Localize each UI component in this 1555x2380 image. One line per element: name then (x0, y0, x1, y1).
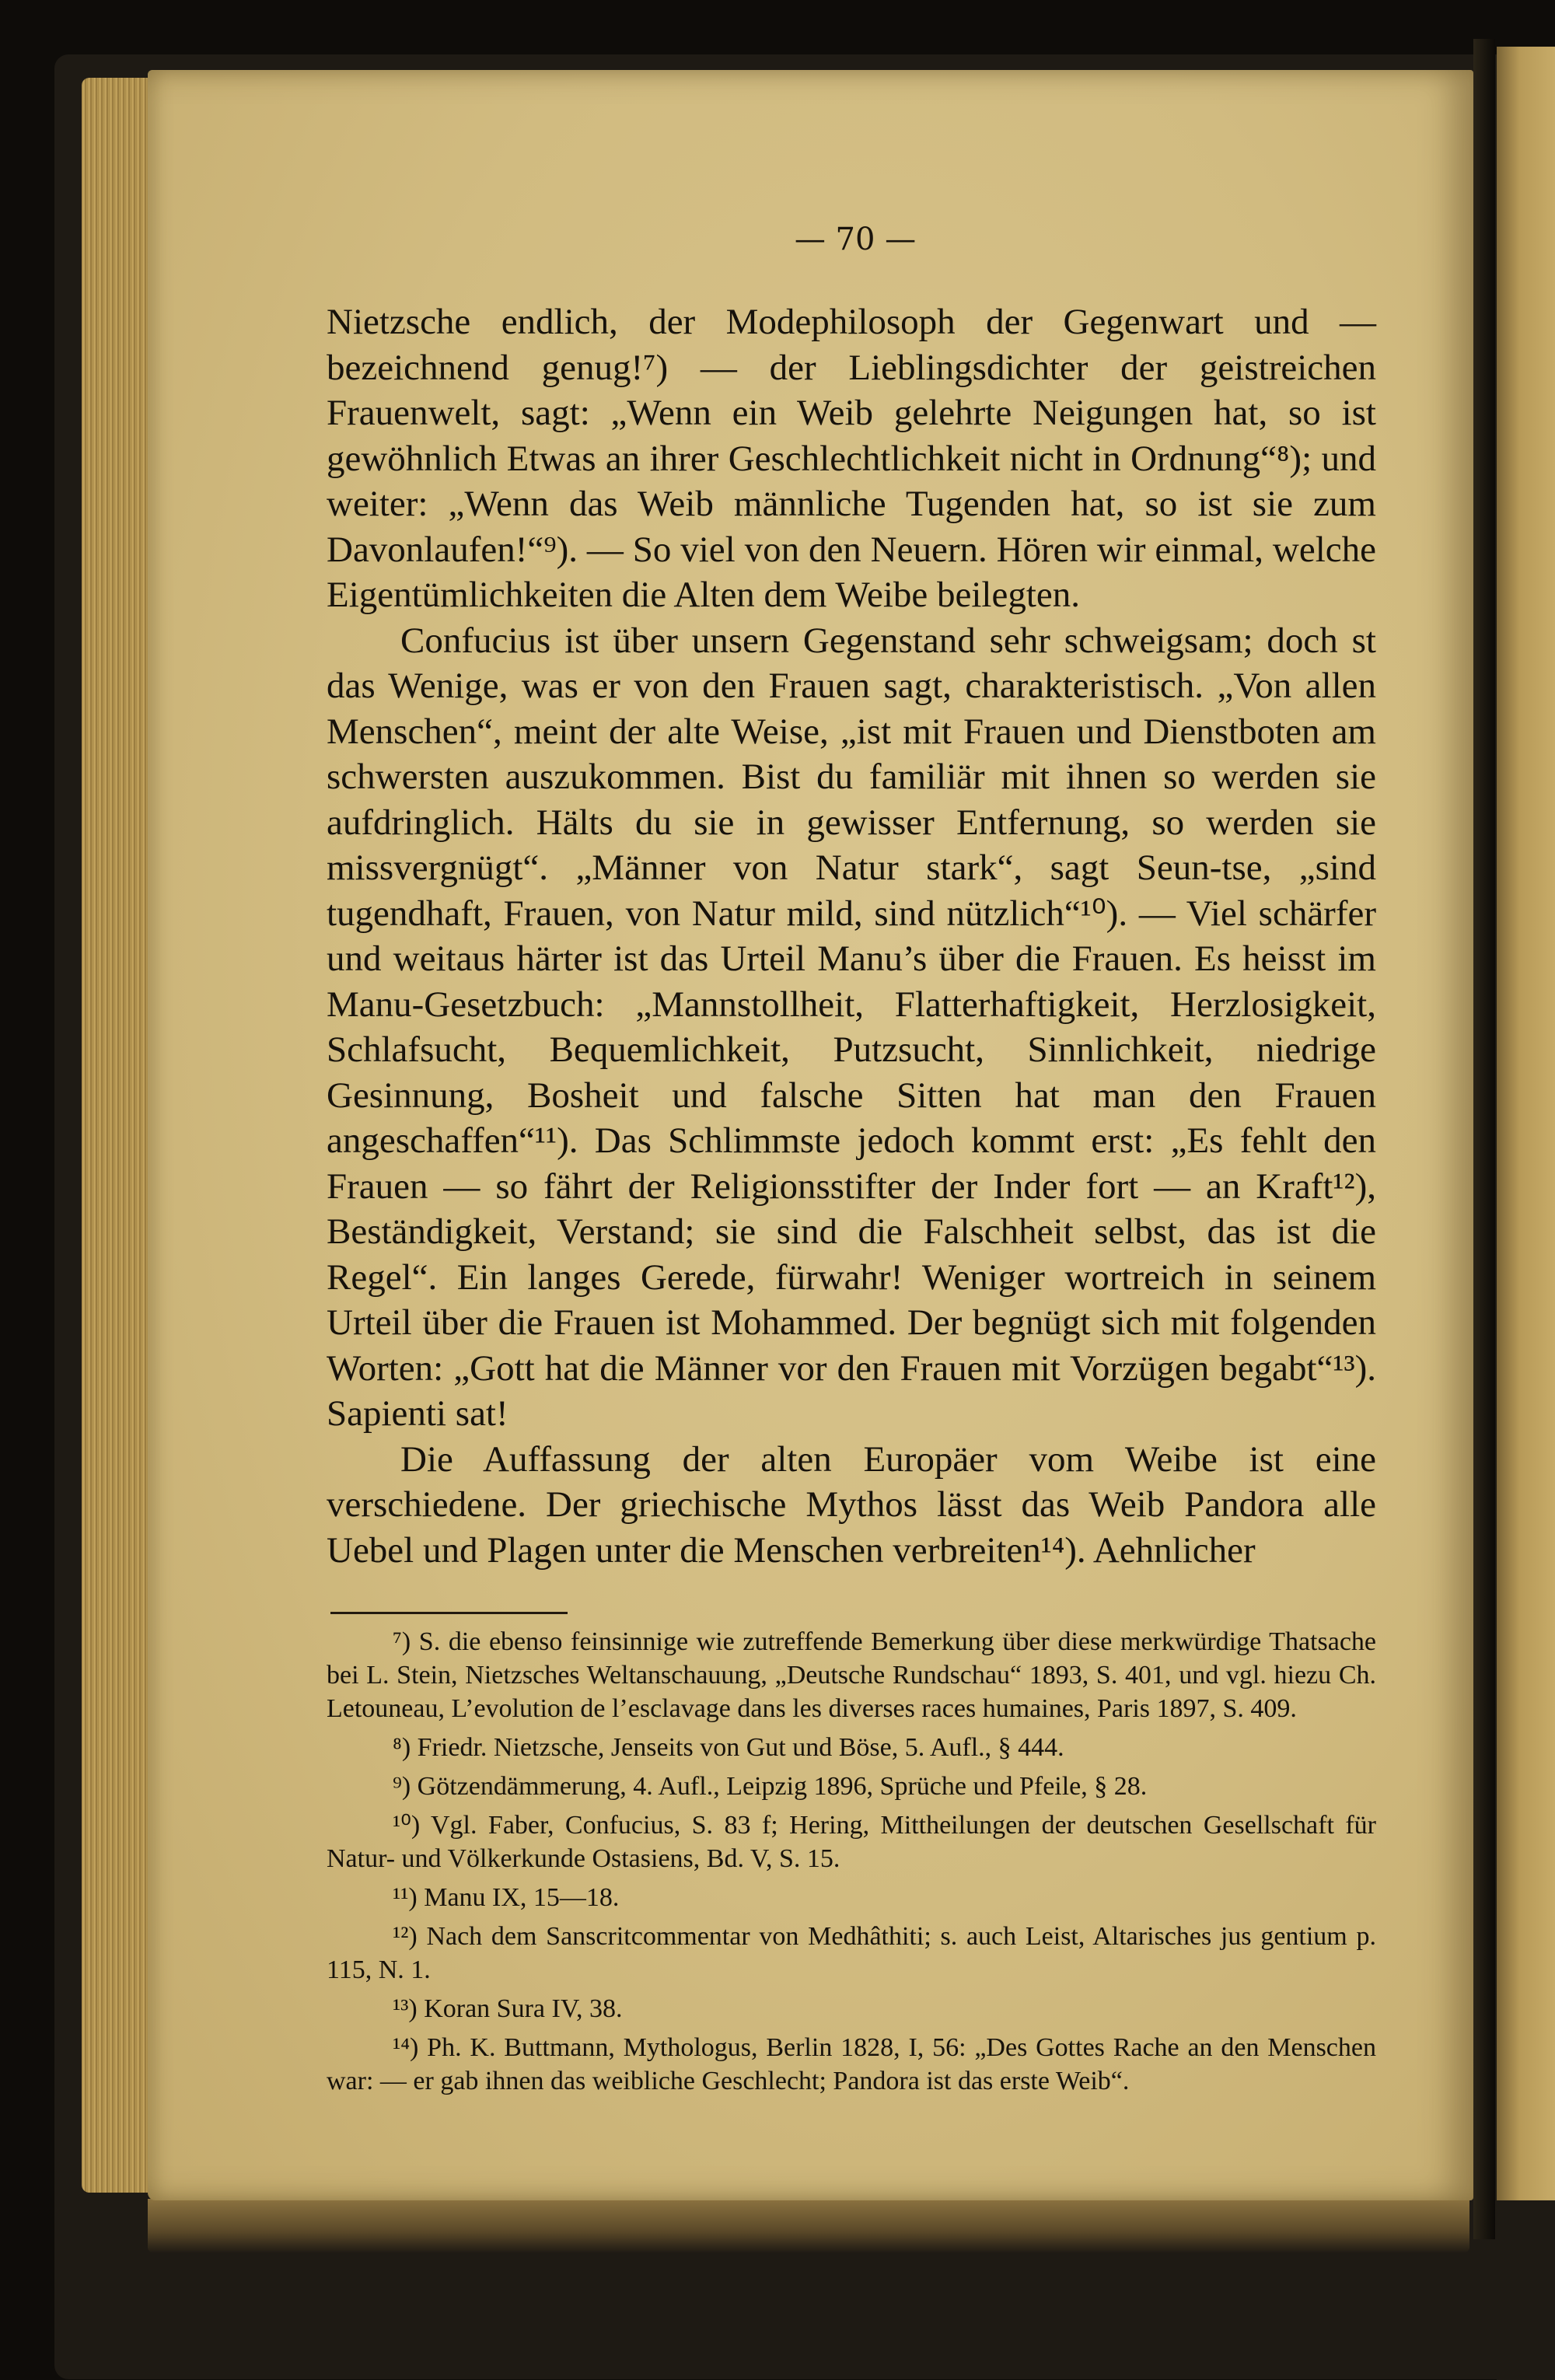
footnotes (327, 1625, 1376, 2103)
page-number: — 70 — (794, 222, 917, 257)
page-bottom-edge (148, 2199, 1469, 2253)
footnote: ⁸) Friedr. Nietzsche, Jenseits von Gut und Böse, 5. Aufl., § 444. (393, 1733, 1064, 1762)
main-text (327, 299, 1376, 1573)
paragraph: Nietzsche endlich, der Modephilosoph der Gegenwart und — bezeichnend genug!⁷) — der Lieblingsdichter der geistreichen Frauenwelt, sagt: „Wenn ein Weib gelehrte Neigungen hat, so ist gewöhnlich Etwas an ihrer Geschlechtlichkeit nicht in Ordnung“⁸); und weiter: „Wenn das Weib männliche Tugenden hat, so ist sie zum Davonlaufen!“⁹). — So viel von den Neuern. Hören wir einmal, welche Eigentümlichkeiten die Alten dem Weibe beilegten. (327, 302, 1376, 615)
footnote: ⁷) S. die ebenso feinsinnige wie zutreffende Bemerkung über diese merkwürdige Thatsache bei L. Stein, Nietzsches Weltanschauung, „Deutsche Rundschau“ 1893, S. 401, und vgl. hiezu Ch. Letouneau, L’evolution de l’esclavage dans les diverses races humaines, Paris 1897, S. 409. (327, 1627, 1376, 1723)
book-gutter (1473, 39, 1495, 2239)
footnote-divider (330, 1612, 568, 1614)
footnote: ¹⁰) Vgl. Faber, Confucius, S. 83 f; Hering, Mittheilungen der deutschen Gesellschaft für Natur- und Völkerkunde Ostasiens, Bd. V, S. 15. (327, 1811, 1376, 1873)
paragraph: Die Auffassung der alten Europäer vom Weibe ist eine verschiedene. Der griechische Mythos lässt das Weib Pandora alle Uebel und Plagen unter die Menschen verbreiten¹⁴). Aehnlicher (327, 1438, 1376, 1571)
facing-page-edge (1497, 47, 1555, 2200)
footnote: ¹¹) Manu IX, 15—18. (393, 1883, 620, 1912)
footnote: ¹³) Koran Sura IV, 38. (393, 1994, 623, 2023)
facing-cover-edge (1497, 2200, 1555, 2380)
paragraph: Confucius ist über unsern Gegenstand sehr schweigsam; doch st das Wenige, was er von den Frauen sagt, charakteristisch. „Von allen Menschen“, meint der alte Weise, „ist mit Frauen und Dienstboten am schwersten auszukommen. Bist du familiär mit ihnen so werden sie aufdringlich. Hälts du sie in gewisser Entfernung, so werden sie missvergnügt“. „Männer von Natur stark“, sagt Seun-tse, „sind tugendhaft, Frauen, von Natur mild, sind nützlich“¹⁰). — Viel schärfer und weitaus härter ist das Urteil Manu’s über die Frauen. Es heisst im Manu-Gesetzbuch: „Mannstollheit, Flatterhaftigkeit, Herzlosigkeit, Schlafsucht, Bequemlichkeit, Putzsucht, Sinnlichkeit, niedrige Gesinnung, Bosheit und falsche Sitten hat man den Frauen angeschaffen“¹¹). Das Schlimmste jedoch kommt erst: „Es fehlt den Frauen — so fährt der Religionsstifter der Inder fort — an Kraft¹²), Beständigkeit, Verstand; sie sind die Falschheit selbst, das ist die Regel“. Ein langes Gerede, fürwahr! Weniger wortreich in seinem Urteil über die Frauen ist Mohammed. Der begnügt sich mit folgenden Worten: „Gott hat die Männer vor den Frauen mit Vorzügen begabt“¹³). Sapienti sat! (327, 620, 1376, 1434)
footnote: ¹⁴) Ph. K. Buttmann, Mythologus, Berlin 1828, I, 56: „Des Gottes Rache an den Menschen war: — er gab ihnen das weibliche Geschlecht; Pandora ist das erste Weib“. (327, 2033, 1376, 2095)
footnote: ¹²) Nach dem Sanscritcommentar von Medhâthiti; s. auch Leist, Altarisches jus gentium p. 115, N. 1. (327, 1922, 1376, 1984)
footnote: ⁹) Götzendämmerung, 4. Aufl., Leipzig 1896, Sprüche und Pfeile, § 28. (393, 1772, 1148, 1801)
